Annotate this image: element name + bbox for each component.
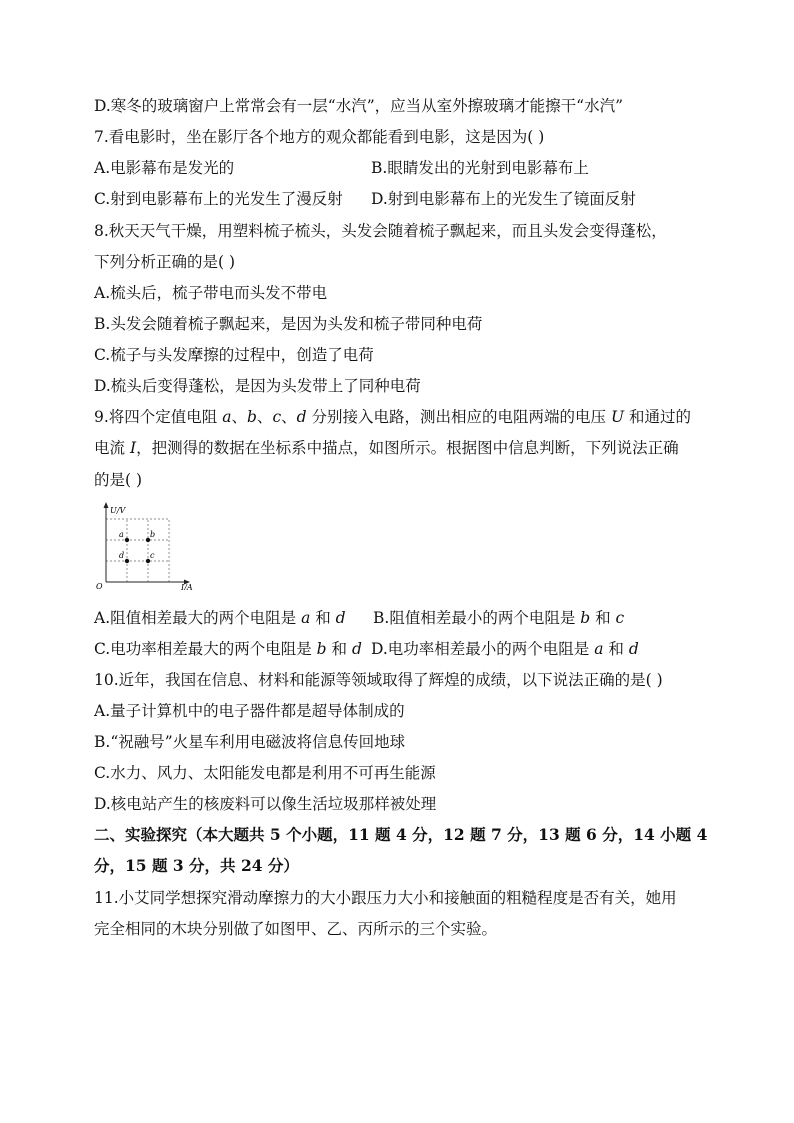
graph-x-axis-label: I/A bbox=[181, 583, 193, 590]
q10-option-b: B.“祝融号”火星车利用电磁波将信息传回地球 bbox=[94, 733, 406, 751]
q9-c-v1: b bbox=[316, 640, 327, 658]
graph-origin-label: O bbox=[96, 582, 103, 590]
q9-a-and: 和 bbox=[310, 609, 336, 627]
q9-a-v2: d bbox=[335, 609, 346, 627]
graph-point-label-d: d bbox=[119, 551, 125, 560]
q7-option-c: C.射到电影幕布上的光发生了漫反射 bbox=[94, 190, 343, 208]
q11-stem-line1: 11.小艾同学想探究滑动摩擦力的大小跟压力大小和接触面的粗糙程度是否有关，她用 bbox=[94, 889, 677, 907]
q8-option-c: C.梳子与头发摩擦的过程中，创造了电荷 bbox=[94, 346, 374, 364]
q6-option-d: D.寒冬的玻璃窗户上常常会有一层“水汽”，应当从室外擦玻璃才能擦干“水汽” bbox=[94, 97, 624, 115]
q9-c-pre: C.电功率相差最大的两个电阻是 bbox=[94, 640, 317, 658]
q9-var-i: I bbox=[129, 439, 137, 457]
q9-resistor-d: d bbox=[296, 408, 307, 426]
q9-c-v2: d bbox=[351, 640, 362, 658]
q8-stem-line2: 下列分析正确的是( ) bbox=[94, 253, 236, 271]
q9-stem2-pre: 电流 bbox=[94, 439, 130, 457]
q9-stem2-post: ，把测得的数据在坐标系中描点，如图所示。根据图中信息判断，下列说法正确 bbox=[136, 439, 679, 457]
graph-point-d bbox=[125, 559, 129, 563]
q9-stem-line3: 的是( ) bbox=[94, 471, 143, 489]
q9-ui-graph bbox=[94, 500, 204, 590]
q7-option-b: B.眼睛发出的光射到电影幕布上 bbox=[371, 159, 589, 177]
q9-stem1-mid: 分别接入电路，测出相应的电阻两端的电压 bbox=[306, 408, 611, 426]
graph-y-axis-label: U/V bbox=[110, 506, 126, 515]
q10-option-c: C.水力、风力、太阳能发电都是利用不可再生能源 bbox=[94, 764, 436, 782]
q9-resistor-c: c bbox=[272, 408, 282, 426]
q9-stem1-pre: 9.将四个定值电阻 bbox=[94, 408, 223, 426]
q9-option-a bbox=[94, 608, 346, 628]
q9-a-pre: A.阻值相差最大的两个电阻是 bbox=[94, 609, 302, 627]
graph-points bbox=[119, 530, 155, 563]
q10-option-d: D.核电站产生的核废料可以像生活垃圾那样被处理 bbox=[94, 795, 437, 813]
q10-stem: 10.近年，我国在信息、材料和能源等领域取得了辉煌的成绩，以下说法正确的是( ) bbox=[94, 671, 663, 689]
q9-b-pre: B.阻值相差最小的两个电阻是 bbox=[373, 609, 581, 627]
q9-stem-line1 bbox=[94, 407, 691, 427]
q9-option-c bbox=[94, 639, 362, 659]
q8-option-a: A.梳头后，梳子带电而头发不带电 bbox=[94, 284, 328, 302]
q8-option-d: D.梳头后变得蓬松，是因为头发带上了同种电荷 bbox=[94, 377, 421, 395]
q9-option-d bbox=[371, 639, 639, 659]
graph-y-arrow bbox=[104, 502, 109, 508]
q9-b-v1: b bbox=[580, 609, 591, 627]
graph-point-label-b: b bbox=[150, 530, 156, 539]
q9-d-v2: d bbox=[628, 640, 639, 658]
q9-d-and: 和 bbox=[603, 640, 629, 658]
section2-heading-line2: 分，15 题 3 分，共 24 分） bbox=[94, 856, 299, 875]
q9-stem1-post: 和通过的 bbox=[624, 408, 691, 426]
section2-heading-line1: 二、实验探究（本大题共 5 个小题，11 题 4 分，12 题 7 分，13 题 6 分，14 小题 4 bbox=[94, 825, 708, 844]
q9-sep3: 、 bbox=[281, 408, 297, 426]
q9-b-and: 和 bbox=[590, 609, 616, 627]
q9-resistor-b: b bbox=[246, 408, 257, 426]
q9-c-and: 和 bbox=[326, 640, 352, 658]
q10-option-a: A.量子计算机中的电子器件都是超导体制成的 bbox=[94, 702, 405, 720]
q9-sep1: 、 bbox=[231, 408, 247, 426]
q9-a-v1: a bbox=[301, 609, 311, 627]
graph-grid bbox=[106, 519, 169, 582]
q7-option-a: A.电影幕布是发光的 bbox=[94, 159, 235, 177]
q11-stem-line2: 完全相同的木块分别做了如图甲、乙、丙所示的三个实验。 bbox=[94, 920, 498, 938]
q9-d-v1: a bbox=[594, 640, 604, 658]
q9-option-b bbox=[373, 608, 624, 628]
q9-d-pre: D.电功率相差最小的两个电阻是 bbox=[371, 640, 595, 658]
q9-sep2: 、 bbox=[256, 408, 273, 426]
q9-var-u: U bbox=[610, 408, 625, 426]
graph-point-a bbox=[125, 538, 129, 542]
graph-point-label-a: a bbox=[119, 530, 124, 539]
graph-point-label-c: c bbox=[150, 551, 155, 560]
q9-resistor-a: a bbox=[222, 408, 232, 426]
q9-stem-line2 bbox=[94, 438, 679, 458]
q7-option-d: D.射到电影幕布上的光发生了镜面反射 bbox=[371, 190, 636, 208]
q8-stem-line1: 8.秋天天气干燥，用塑料梳子梳头，头发会随着梳子飘起来，而且头发会变得蓬松， bbox=[94, 222, 667, 240]
q9-b-v2: c bbox=[615, 609, 625, 627]
q7-stem: 7.看电影时，坐在影厅各个地方的观众都能看到电影，这是因为( ) bbox=[94, 128, 545, 146]
q8-option-b: B.头发会随着梳子飘起来，是因为头发和梳子带同种电荷 bbox=[94, 315, 483, 333]
